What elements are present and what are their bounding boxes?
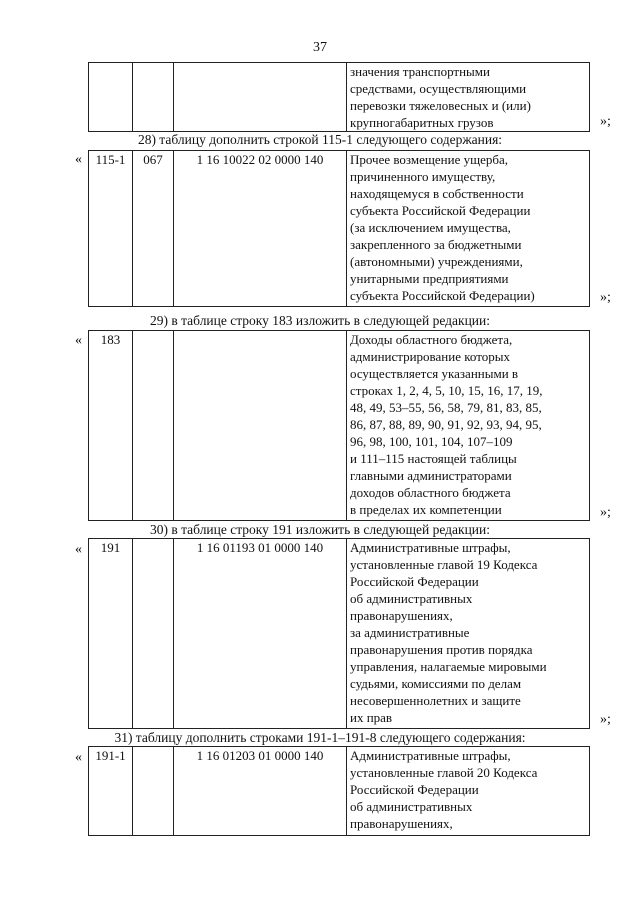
cell-admin-code: 067 bbox=[133, 151, 174, 307]
description-line: 86, 87, 88, 89, 90, 91, 92, 93, 94, 95, bbox=[350, 417, 542, 432]
section-heading-29: 29) в таблице строку 183 изложить в следующей редакции: bbox=[149, 313, 491, 328]
section-heading-30: 30) в таблице строку 191 изложить в следующей редакции: bbox=[149, 522, 491, 537]
description-line: доходов областного бюджета bbox=[350, 485, 511, 500]
description-line: управления, налагаемые мировыми bbox=[350, 659, 547, 674]
cell-description bbox=[347, 331, 590, 521]
description-line: субъекта Российской Федерации) bbox=[350, 288, 535, 303]
cell-admin-code bbox=[133, 747, 174, 836]
description-line: администрирование которых bbox=[350, 349, 510, 364]
cell-row-number: 191 bbox=[89, 539, 133, 729]
description-line: находящемуся в собственности bbox=[350, 186, 524, 201]
description-line: осуществляется указанными в bbox=[350, 366, 519, 381]
description-line: их прав bbox=[350, 710, 393, 725]
table-row bbox=[89, 151, 590, 307]
description-line: Прочее возмещение ущерба, bbox=[350, 152, 509, 167]
table-row bbox=[89, 331, 590, 521]
table-row-191-1 bbox=[88, 746, 590, 836]
description-line: установленные главой 19 Кодекса bbox=[350, 557, 538, 572]
description-line: об административных bbox=[350, 591, 473, 606]
description-line: значения транспортными bbox=[350, 64, 490, 79]
table-continuation bbox=[88, 62, 590, 132]
description-line: за административные bbox=[350, 625, 470, 640]
description-line: об административных bbox=[350, 799, 473, 814]
opening-quote: « bbox=[75, 542, 82, 557]
cell-description bbox=[347, 539, 590, 729]
cell-description bbox=[347, 747, 590, 836]
cell-admin-code bbox=[133, 539, 174, 729]
description-line: Административные штрафы, bbox=[350, 748, 511, 763]
description-line: (автономными) учреждениями, bbox=[350, 254, 523, 269]
description-line: строках 1, 2, 4, 5, 10, 15, 16, 17, 19, bbox=[350, 383, 543, 398]
cell-kbk: 1 16 10022 02 0000 140 bbox=[174, 151, 347, 307]
description-line: Российской Федерации bbox=[350, 574, 479, 589]
cell-description bbox=[347, 63, 590, 132]
cell-row-number: 183 bbox=[89, 331, 133, 521]
opening-quote: « bbox=[75, 750, 82, 765]
description-line: правонарушения против порядка bbox=[350, 642, 533, 657]
description-line: Административные штрафы, bbox=[350, 540, 511, 555]
description-line: правонарушениях, bbox=[350, 608, 453, 623]
description-line: закрепленного за бюджетными bbox=[350, 237, 522, 252]
description-line: 48, 49, 53–55, 56, 58, 79, 81, 83, 85, bbox=[350, 400, 542, 415]
description-line: унитарными предприятиями bbox=[350, 271, 509, 286]
cell-row-number bbox=[89, 63, 133, 132]
page-number: 37 bbox=[313, 40, 327, 55]
description-line: и 111–115 настоящей таблицы bbox=[350, 451, 517, 466]
description-line: установленные главой 20 Кодекса bbox=[350, 765, 538, 780]
table-row-115-1 bbox=[88, 150, 590, 307]
cell-row-number: 115-1 bbox=[89, 151, 133, 307]
cell-kbk bbox=[174, 63, 347, 132]
cell-admin-code bbox=[133, 331, 174, 521]
cell-description bbox=[347, 151, 590, 307]
description-line: причиненного имуществу, bbox=[350, 169, 496, 184]
table-row-191 bbox=[88, 538, 590, 729]
cell-admin-code bbox=[133, 63, 174, 132]
description-line: несовершеннолетних и защите bbox=[350, 693, 521, 708]
table-row bbox=[89, 63, 590, 132]
description-line: Доходы областного бюджета, bbox=[350, 332, 513, 347]
closing-quote: »; bbox=[600, 290, 611, 305]
cell-row-number: 191-1 bbox=[89, 747, 133, 836]
cell-kbk: 1 16 01203 01 0000 140 bbox=[174, 747, 347, 836]
description-line: (за исключением имущества, bbox=[350, 220, 511, 235]
description-line: субъекта Российской Федерации bbox=[350, 203, 531, 218]
description-line: судьями, комиссиями по делам bbox=[350, 676, 522, 691]
table-row bbox=[89, 539, 590, 729]
closing-quote: »; bbox=[600, 712, 611, 727]
description-line: в пределах их компетенции bbox=[350, 502, 502, 517]
section-heading-28: 28) таблицу дополнить строкой 115-1 следующего содержания: bbox=[137, 132, 503, 147]
description-line: правонарушениях, bbox=[350, 816, 453, 831]
cell-kbk bbox=[174, 331, 347, 521]
description-line: крупногабаритных грузов bbox=[350, 115, 494, 130]
section-heading-31: 31) таблицу дополнить строками 191-1–191-8 следующего содержания: bbox=[114, 730, 526, 745]
description-line: средствами, осуществляющими bbox=[350, 81, 527, 96]
description-line: 96, 98, 100, 101, 104, 107–109 bbox=[350, 434, 513, 449]
closing-quote: »; bbox=[600, 114, 611, 129]
opening-quote: « bbox=[75, 152, 82, 167]
description-line: перевозки тяжеловесных и (или) bbox=[350, 98, 531, 113]
description-line: главными администраторами bbox=[350, 468, 512, 483]
closing-quote: »; bbox=[600, 505, 611, 520]
table-row bbox=[89, 747, 590, 836]
table-row-183 bbox=[88, 330, 590, 521]
description-line: Российской Федерации bbox=[350, 782, 479, 797]
cell-kbk: 1 16 01193 01 0000 140 bbox=[174, 539, 347, 729]
opening-quote: « bbox=[75, 333, 82, 348]
